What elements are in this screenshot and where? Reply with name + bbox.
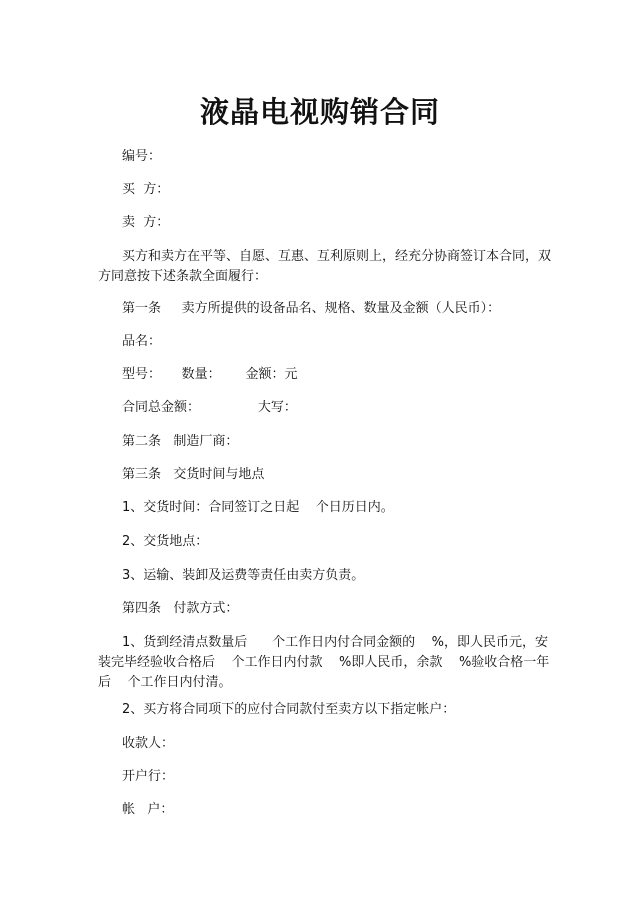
article-2-heading: 第二条 制造厂商： [122, 434, 239, 449]
bank-line: 开户行： [122, 769, 175, 784]
payment-terms-line-2: 装完毕经验收合格后 个工作日内付款 %即人民币，余款 %验收合格一年 [98, 655, 550, 670]
page-title: 液晶电视购销合同 [199, 95, 440, 129]
seller-line: 卖 方： [122, 215, 170, 230]
delivery-time-line: 1、交货时间：合同签订之日起 个日历日内。 [122, 500, 394, 515]
contract-number-line: 编号： [122, 149, 162, 164]
payment-terms-line-3: 后 个工作日内付清。 [98, 675, 232, 690]
payment-terms-paragraph [98, 633, 550, 693]
intro-line-1: 买方和卖方在平等、自愿、互惠、互利原则上，经充分协商签订本合同，双 [122, 249, 552, 264]
intro-line-2: 方同意按下述条款全面履行： [98, 269, 268, 284]
payment-terms-line-1: 1、货到经清点数量后 个工作日内付合同金额的 %，即人民币元，安 [122, 635, 548, 650]
payment-account-line: 2、买方将合同项下的应付合同款付至卖方以下指定帐户： [122, 702, 456, 717]
article-4-heading: 第四条 付款方式： [122, 601, 239, 616]
delivery-place-line: 2、交货地点： [122, 534, 209, 549]
payee-line: 收款人： [122, 736, 175, 751]
intro-paragraph [98, 247, 552, 287]
product-name-line: 品名： [122, 334, 162, 349]
transport-line: 3、运输、装卸及运费等责任由卖方负责。 [122, 568, 365, 583]
article-3-heading: 第三条 交货时间与地点 [122, 467, 265, 482]
account-line: 帐 户： [122, 802, 174, 817]
article-1-heading: 第一条 卖方所提供的设备品名、规格、数量及金额（人民币）： [122, 301, 501, 316]
buyer-line: 买 方： [122, 182, 170, 197]
model-quantity-amount-line: 型号： 数量： 金额：元 [122, 367, 298, 382]
total-amount-line: 合同总金额： 大写： [122, 400, 297, 415]
